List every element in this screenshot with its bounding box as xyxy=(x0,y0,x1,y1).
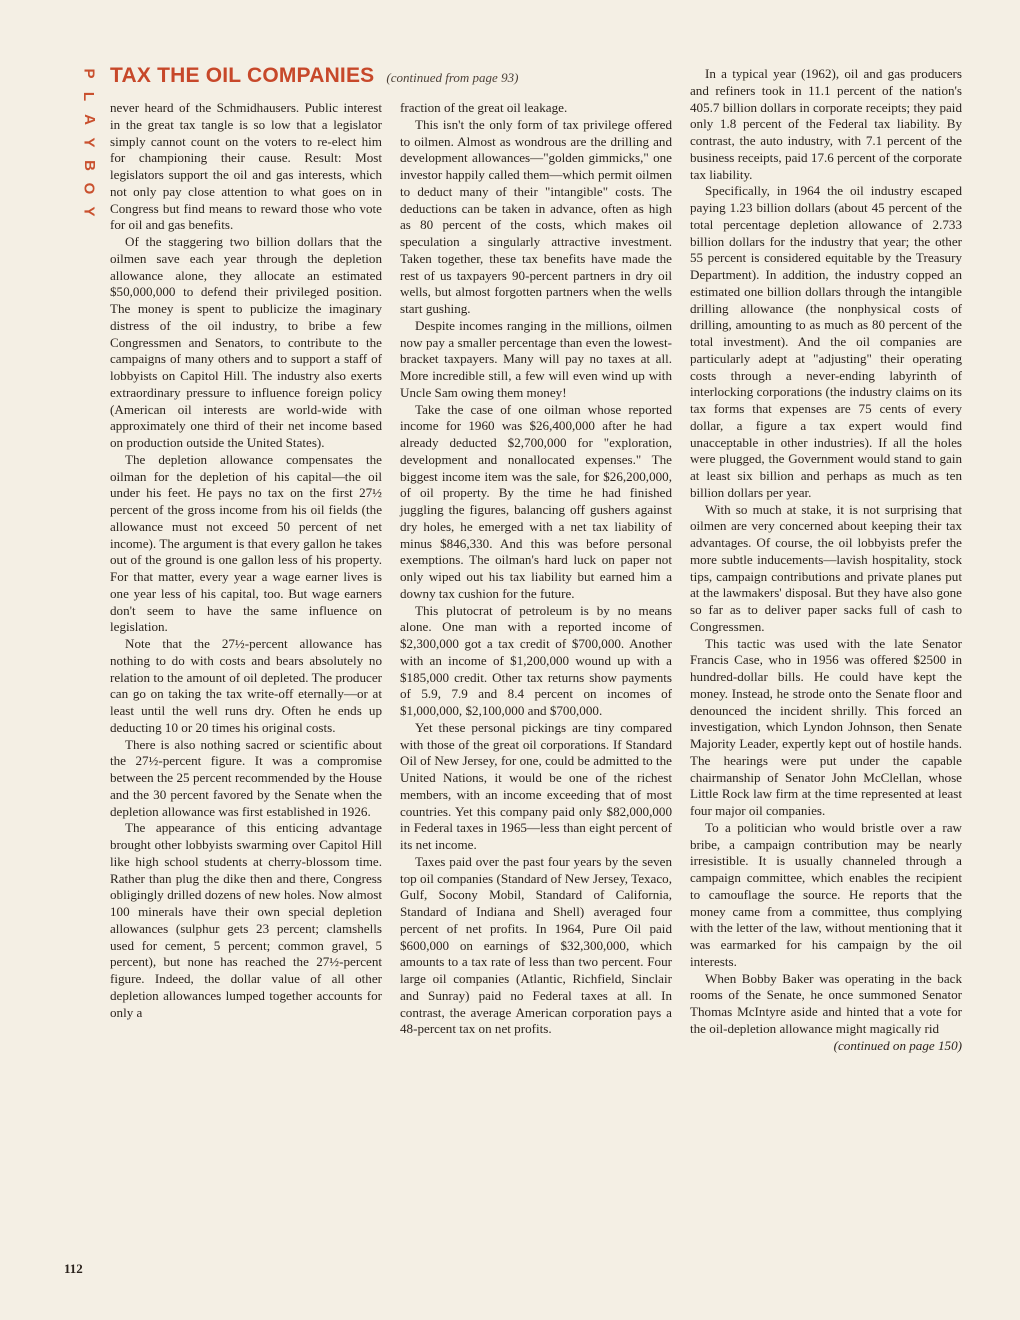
paragraph: This tactic was used with the late Senator Francis Case, who in 1956 was offered $2500 in hundred-dollar bills. He could have kept the money. Instead, he strode onto the Senate floor and denounced the incident shrilly. This forced an investigation, which Lyndon Johnson, then Senate Majority Leader, expertly kept out of hostile hands. The hearings were put under the capable chairmanship of Senator John McClellan, whose Little Rock law firm at the time represented at least four major oil companies. xyxy=(690,635,962,818)
brand-letter: O xyxy=(80,182,98,195)
paragraph: This isn't the only form of tax privilege offered to oilmen. Almost as wondrous are the drilling and development allowances—"golden gimmicks," one investor happily called them—which permit oilmen to deduct many of their "intangible" costs. The deductions can be taken in advance, often as high as 80 percent of the costs, which makes oil speculation a singularly attractive investment. Taken together, these tax benefits have made the rest of us taxpayers 90-percent partners in dry oil wells, but almost forgotten partners when the wells start gushing. xyxy=(400,116,672,316)
paragraph: When Bobby Baker was operating in the back rooms of the Senate, he once summoned Senator Thomas McIntyre aside and hinted that a vote for the oil-depletion allowance might magically rid xyxy=(690,970,962,1036)
paragraph: Take the case of one oilman whose reported income for 1960 was $26,400,000 after he had already deducted $2,700,000 for "exploration, development and nonallocated expenses." The biggest income item was the sale, for $26,200,000, of oil property. By the time he had finished juggling the figures, balancing off gushers against dry holes, he emerged with a net tax liability of minus $846,330. And this was before personal exemptions. The oilman's hard luck on paper not only wiped out his tax liability but earned him a downy tax cushion for the future. xyxy=(400,401,672,601)
paragraph: In a typical year (1962), oil and gas producers and refiners took in 11.1 percent of the nation's 405.7 billion dollars in corporate receipts; they paid only 1.8 percent of the Federal tax liability. By contrast, the auto industry, with 7.1 percent of the business receipts, paid 17.6 percent of the corporate tax liability. xyxy=(690,66,962,182)
column-1 xyxy=(110,100,382,1021)
paragraph: Note that the 27½-percent allowance has nothing to do with costs and bears absolutely no relation to the amount of oil depleted. The producer can go on taking the tax write-off eternally—or at least until the well runs dry. Often he ends up deducting 10 or 20 times his original costs. xyxy=(110,636,382,735)
brand-letter: L xyxy=(80,91,98,102)
brand-letter: Y xyxy=(80,206,98,217)
paragraph: This plutocrat of petroleum is by no means alone. One man with a reported income of $2,300,000 got a tax credit of $700,000. Another with an income of $1,200,000 wound up with a $185,000 credit. Other tax returns show payments of 5.9, 7.9 and 8.4 percent on incomes of $1,000,000, $2,100,000 and $700,000. xyxy=(400,602,672,718)
paragraph: Yet these personal pickings are tiny compared with those of the great oil corporations. If Standard Oil of New Jersey, for one, could be admitted to the United Nations, it would be one of the richest members, with an income exceeding that of most countries. Yet this company paid only $82,000,000 in Federal taxes in 1965—less than eight percent of its net income. xyxy=(400,719,672,852)
brand-letter: B xyxy=(80,160,98,171)
column-3 xyxy=(690,66,962,1054)
paragraph: With so much at stake, it is not surprising that oilmen are very concerned about keeping their tax advantages. Of course, the oil lobbyists prefer the more subtle inducements—lavish hospitality, stock tips, campaign contributions and private planes put at the lawmakers' disposal. But they have also gone so far as to deliver paper sacks full of cash to Congressmen. xyxy=(690,501,962,634)
column-2 xyxy=(400,100,672,1038)
continued-on: (continued on page 150) xyxy=(833,1037,962,1053)
brand-letter: A xyxy=(80,114,98,125)
paragraph: The appearance of this enticing advantage brought other lobbyists swarming over Capitol Hill like high school students at cherry-blossom time. Rather than plug the dike then and there, Congress obligingly drilled dozens of new holes. Now almost 100 minerals have their own special depletion allowances (sulphur gets 23 percent; clamshells used for cement, 5 percent; common gravel, 5 percent), but none has reached the 27½-percent figure. Indeed, the dollar value of all other depletion allowances lumped together accounts for only a xyxy=(110,820,382,1020)
brand-letter: Y xyxy=(80,137,98,148)
magazine-brand xyxy=(76,62,102,223)
article-title: TAX THE OIL COMPANIES xyxy=(110,64,375,87)
article-header xyxy=(110,64,680,92)
paragraph: Despite incomes ranging in the millions, oilmen now pay a smaller percentage than even the lowest-bracket taxpayers. Many will pay no taxes at all. More incredible still, a few will even wind up with Uncle Sam owing them money! xyxy=(400,317,672,400)
page-number: 112 xyxy=(64,1261,83,1276)
paragraph: The depletion allowance compensates the oilman for the depletion of his capital—the oil under his feet. He pays no tax on the first 27½ percent of the gross income from his oil fields (the allowance must not exceed 50 percent of net income). The argument is that every gallon he takes out of the ground is one gallon less of his property. For that matter, every year a wage earner lives is one year less of his capital, too. But wage earners don't seem to have the same influence on legislation. xyxy=(110,451,382,635)
paragraph: There is also nothing sacred or scientific about the 27½-percent figure. It was a compromise between the 25 percent recommended by the House and the 30 percent favored by the Senate when the depletion allowance was first established in 1926. xyxy=(110,736,382,819)
paragraph: Of the staggering two billion dollars that the oilmen save each year through the depletion allowance alone, they allocate an estimated $50,000,000 to defend their privileged position. The money is spent to publicize the imaginary distress of the oil industry, to bribe a few Congressmen and Senators, to contribute to the campaigns of many others and to support a staff of lobbyists on Capitol Hill. The industry also exerts extraordinary pressure to influence foreign policy (American oil interests are world-wide with approximately one third of their net income based on production outside the United States). xyxy=(110,234,382,450)
paragraph: To a politician who would bristle over a raw bribe, a campaign contribution may be nearly irresistible. It is usually channeled through a campaign committee, which enables the recipient to camouflage the source. He reports that the money came from a committee, thus complying with the letter of the law, without mentioning that it was earmarked for his campaign by the oil interests. xyxy=(690,819,962,969)
paragraph: fraction of the great oil leakage. xyxy=(400,100,568,115)
paragraph: never heard of the Schmidhausers. Public interest in the great tax tangle is so low that a legislator simply cannot count on the voters to re-elect him for championing their cause. Result: Most legislators support the oil and gas interests, which not only pay close attention to what goes on in Congress but find means to reward those who vote for oil and gas benefits. xyxy=(110,100,382,233)
continued-from: (continued from page 93) xyxy=(386,70,519,85)
paragraph: Taxes paid over the past four years by the seven top oil companies (Standard of New Jersey, Texaco, Gulf, Socony Mobil, Standard of California, Standard of Indiana and Shell) averaged four percent of net profits. In 1964, Pure Oil paid $600,000 on earnings of $32,300,000, which amounts to a tax rate of less than two percent. Four large oil companies (Atlantic, Richfield, Sinclair and Sunray) paid no Federal taxes at all. In contrast, the average American corporation pays a 48-percent tax on net profits. xyxy=(400,853,672,1037)
brand-letter: P xyxy=(80,68,98,79)
paragraph: Specifically, in 1964 the oil industry escaped paying 1.23 billion dollars (about 45 percent of the total percentage depletion allowance of 2.733 billion dollars for the industry that year; the other 55 percent is considered equitable by the Treasury Department). In addition, the industry copped an estimated one billion dollars through the intangible drilling allowance (the nonphysical costs of drilling, amounting to as much as 80 percent of the total investment). And the oil companies are particularly adept at "adjusting" their operating costs through a never-ending labyrinth of interlocking corporations (the industry claims on its tax forms that expenses are 75 cents of every dollar, a figure a tax expert would find unacceptable in other industries). If all the holes were plugged, the Government would stand to gain at least six billion and perhaps as much as ten billion dollars per year. xyxy=(690,183,962,500)
